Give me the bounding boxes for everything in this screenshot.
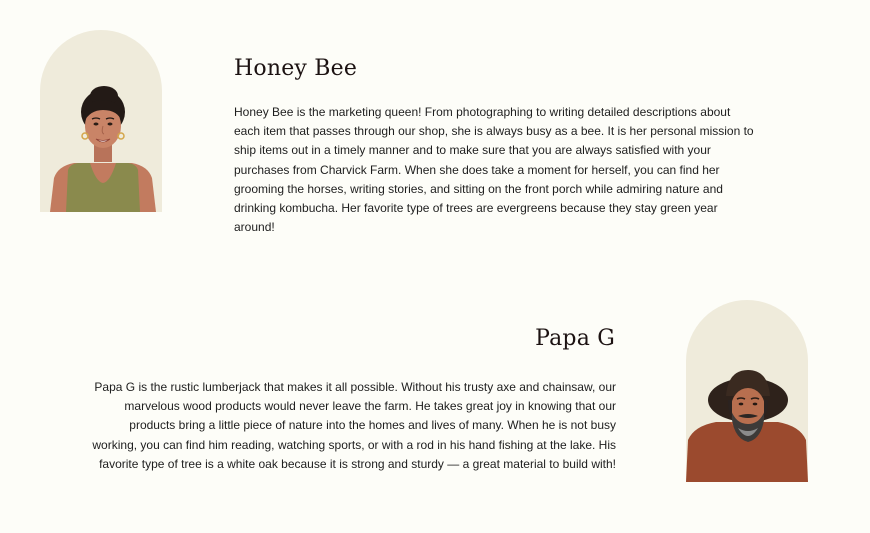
man-avatar-illustration (686, 300, 808, 482)
member-name: Papa G (535, 326, 615, 351)
member-bio: Papa G is the rustic lumberjack that makes it all possible. Without his trusty axe and chainsaw, our marvelous wood products would never leave the farm. He takes great joy in knowing that our products bring a little piece of nature into the homes and lives of many. When he is not busy working, you can find him reading, watching sports, or with a rod in his hand fishing at the lake. His favorite type of tree is a white oak because it is strong and sturdy — a great material to build with! (92, 380, 616, 471)
woman-portrait-icon (40, 30, 162, 212)
man-portrait-icon (686, 300, 808, 482)
woman-avatar-illustration (40, 30, 162, 212)
member-bio: Honey Bee is the marketing queen! From photographing to writing detailed descriptions about each item that passes through our shop, she is always busy as a bee. It is her personal mission to ship items out in a timely manner and to make sure that you are always satisfied with your purchases from Charvick Farm. When she does take a moment for herself, you can find her grooming the horses, writing stories, and sitting on the front porch while admiring nature and drinking kombucha. Her favorite type of trees are evergreens because they stay green year around! (234, 105, 754, 235)
member-name: Honey Bee (234, 56, 358, 81)
